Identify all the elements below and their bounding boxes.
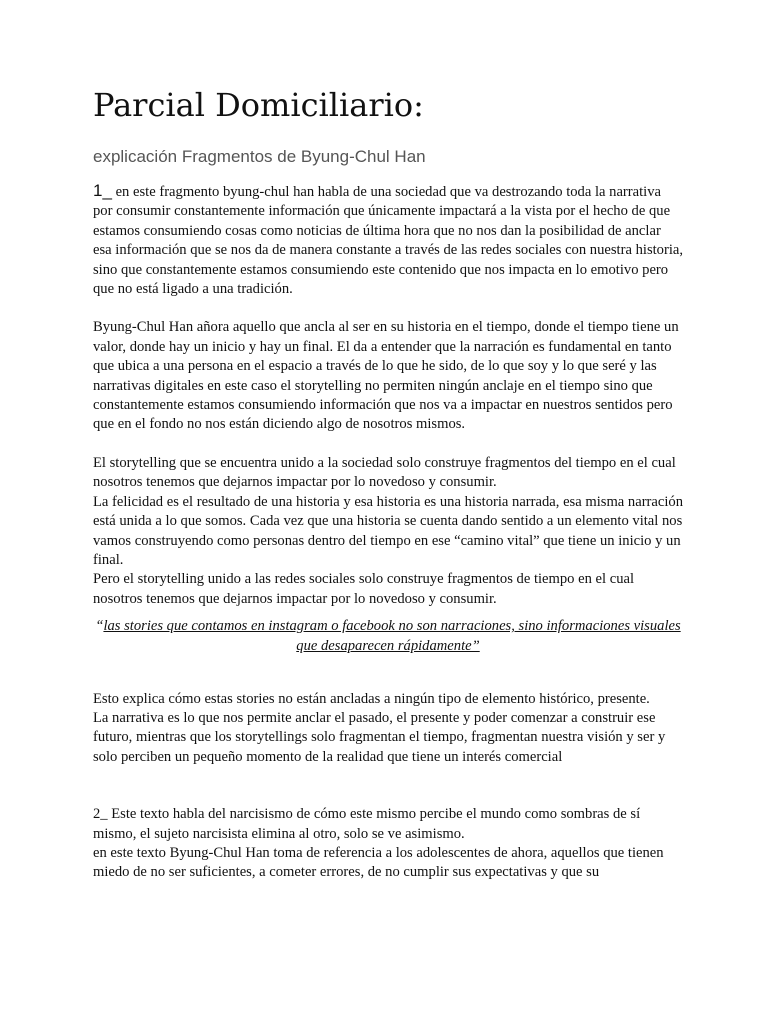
document-subtitle: explicación Fragmentos de Byung-Chul Han xyxy=(93,147,426,166)
section1-paragraph3c: Pero el storytelling unido a las redes sociales solo construye fragmentos de tiempo en el cual nosotros tenemos que dejarnos impactar por lo novedoso y consumir. xyxy=(93,571,635,607)
section1-paragraph1 xyxy=(93,181,683,299)
document-page xyxy=(93,86,683,883)
section2-paragraph1: 2_ Este texto habla del narcisismo de cómo este mismo percibe el mundo como sombras de sí mismo, el sujeto narcisista elimina al otro, solo se ve asimismo. xyxy=(93,806,641,842)
section1-number: 1_ xyxy=(93,181,112,200)
document-title: Parcial Domiciliario: xyxy=(93,86,424,124)
section1-paragraph4b: La narrativa es lo que nos permite anclar el pasado, el presente y poder comenzar a construir ese futuro, mientras que los storytellings solo fragmentan el tiempo, fragmentan nuestra visión y ser y solo perciben un pequeño momento de la realidad que tiene un interés comercial xyxy=(93,709,666,765)
quote-text: las stories que contamos en instagram o facebook no son narraciones, sino informaciones visuales que desaparecen rápidamente” xyxy=(103,618,681,654)
section1-paragraph3b: La felicidad es el resultado de una historia y esa historia es una historia narrada, esa misma narración está unida a lo que somos. Cada vez que una historia se cuenta dando sentido a un elemento vital nos vamos construyendo como personas dentro del tiempo en ese “camino vital” que tiene un inicio y un final. xyxy=(93,493,684,568)
section1-paragraph4a: Esto explica cómo estas stories no están ancladas a ningún tipo de elemento histórico, presente. xyxy=(93,690,650,707)
quote-open-mark: “ xyxy=(95,618,104,635)
block-quote xyxy=(93,617,683,656)
section2-paragraph2: en este texto Byung-Chul Han toma de referencia a los adolescentes de ahora, aquellos que tienen miedo de no ser suficientes, a cometer errores, de no cumplir sus expectativas y que su xyxy=(93,844,664,881)
section1-paragraph3a: El storytelling que se encuentra unido a la sociedad solo construye fragmentos del tiempo en el cual nosotros tenemos que dejarnos impactar por lo novedoso y consumir. xyxy=(93,454,676,491)
section1-paragraph1-text: en este fragmento byung-chul han habla de una sociedad que va destrozando toda la narrativa por consumir constantemente información que únicamente impactará a la vista por el hecho de que estamos consumiendo cosas como noticias de última hora que no nos dan la posibilidad de anclar esa información que se nos da de manera constante a través de las redes sociales con nuestra historia, sino que constantemente estamos consumiendo este contenido que nos impacta en lo emotivo pero que no está ligado a una tradición. xyxy=(93,184,684,298)
section1-paragraph2: Byung-Chul Han añora aquello que ancla al ser en su historia en el tiempo, donde el tiempo tiene un valor, donde hay un inicio y hay un final. El da a entender que la narración es fundamental en tanto que ubica a una persona en el espacio a través de lo que he sido, de lo que soy y lo que seré y las narrativas digitales en este caso el storytelling no permiten ningún anclaje en el tiempo sino que constantemente estamos consumiendo información que nos va a impactar en nuestros sentidos pero que en el fondo no nos están diciendo algo de nosotros mismos. xyxy=(93,319,679,433)
